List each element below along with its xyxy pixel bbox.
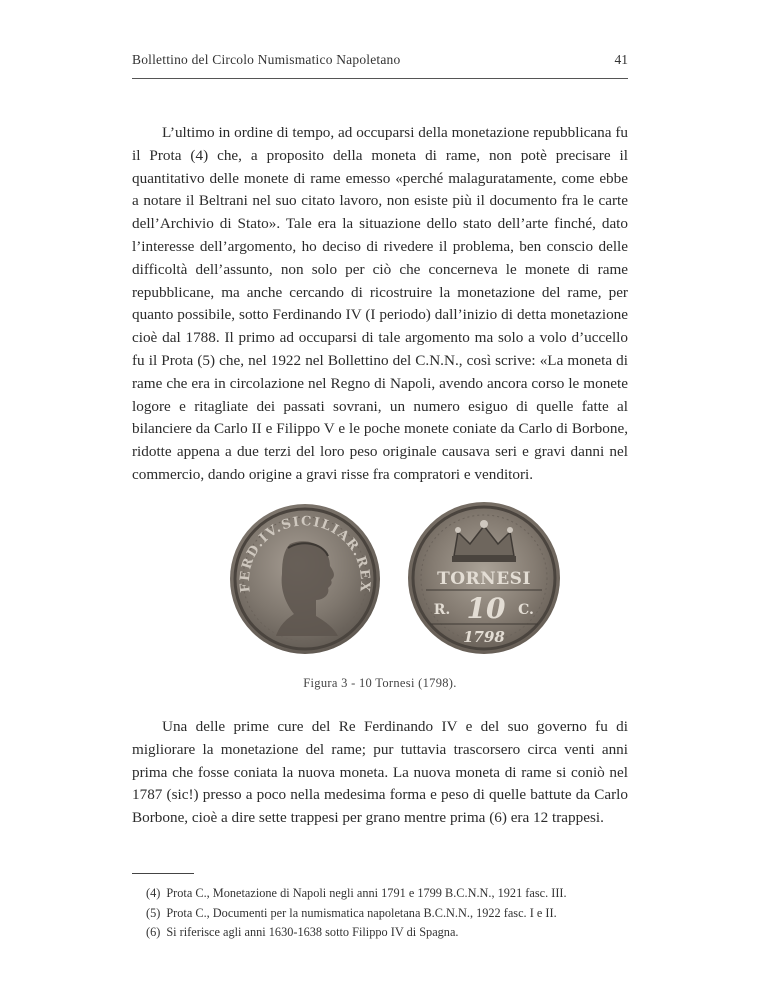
journal-title: Bollettino del Circolo Numismatico Napoletano [132,52,401,67]
coin-reverse [408,502,560,654]
reverse-word: TORNESI [437,569,531,589]
footnote-number: (5) [146,905,161,920]
body-paragraph-1: L’ultimo in ordine di tempo, ad occuparsi della monetazione repubblicana fu il Prota (4) che, a proposito della moneta di rame, non potè precisare il quantitativo delle monete di rame emesso «perché malaguratamente, come ebbe a notare il Beltrani nel suo citato lavoro, non esiste più il documento fra le carte dell’Archivio di Stato». Tale era la situazione dello stato dell’arte finché, dato l’interesse dell’argomento, ho deciso di rivedere il problema, ben conscio delle difficoltà dell’assunto, non solo per ciò che concerneva le monete di rame repubblicane, ma anche cercando di ricostruire la monetazione del rame, per quanto possibile, sotto Ferdinando IV (I periodo) dall’inizio di detta monetazione cioè dal 1788. Il primo ad occuparsi di tale argomento ma solo a volo d’uccello fu il Prota (5) che, nel 1922 nel Bollettino del C.N.N., così scrive: «La moneta di rame che era in circolazione nel Regno di Napoli, avendo ancora corso le monete logore e ritagliate dei passati sovrani, un numero esiguo di quelle fatte al bilanciere da Carlo II e Filippo V e le poche monete coniate da Carlo di Borbone, ridotte appena a due terzi del loro peso originale causava seri e gravi danni nel commercio, dando origine a gravi risse fra compratori e venditori. [132,124,628,483]
coin-obverse [230,504,380,654]
figure-caption: Figura 3 - 10 Tornesi (1798). [303,676,457,690]
reverse-right-letter: C. [518,602,534,618]
body-paragraph-2: Una delle prime cure del Re Ferdinando IV e del suo governo fu di migliorare la monetazione del rame; pur tuttavia trascorsero circa venti anni prima che fosse coniata la nuova moneta. La nuova moneta di rame si coniò nel 1787 (sic!) presso a poco nella medesima forma e peso di quelle battute da Carlo Borbone, cioè a dire sette trappesi per grano mentre prima (6) era 12 trappesi. [132,718,628,827]
footnote-number: (4) [146,886,161,900]
coin-obverse-art [230,504,380,654]
footnote-5 [146,904,636,924]
reverse-year: 1798 [463,628,505,646]
footnote-text: Si riferisce agli anni 1630-1638 sotto Filippo IV di Spagna. [166,925,459,940]
footnote-text: Prota C., Monetazione di Napoli negli anni 1791 e 1799 B.C.N.N., 1921 fasc. III. [166,886,567,900]
reverse-left-letter: R. [433,602,451,618]
footnote-4 [146,884,636,904]
page-number: 41 [614,52,628,67]
footnote-text: Prota C., Documenti per la numismatica napoletana B.C.N.N., 1922 fasc. I e II. [166,905,557,920]
coin-figure [222,498,570,658]
running-header [132,52,628,79]
footnotes [146,884,636,943]
footnote-number: (6) [146,925,161,940]
coin-reverse-art [408,502,560,654]
crown-icon [452,520,516,562]
reverse-value: 10 [466,592,506,625]
footnote-6 [146,923,636,943]
footnote-separator [132,873,194,874]
obverse-legend: FERD.IV.SICILIAR.REX [237,514,373,594]
